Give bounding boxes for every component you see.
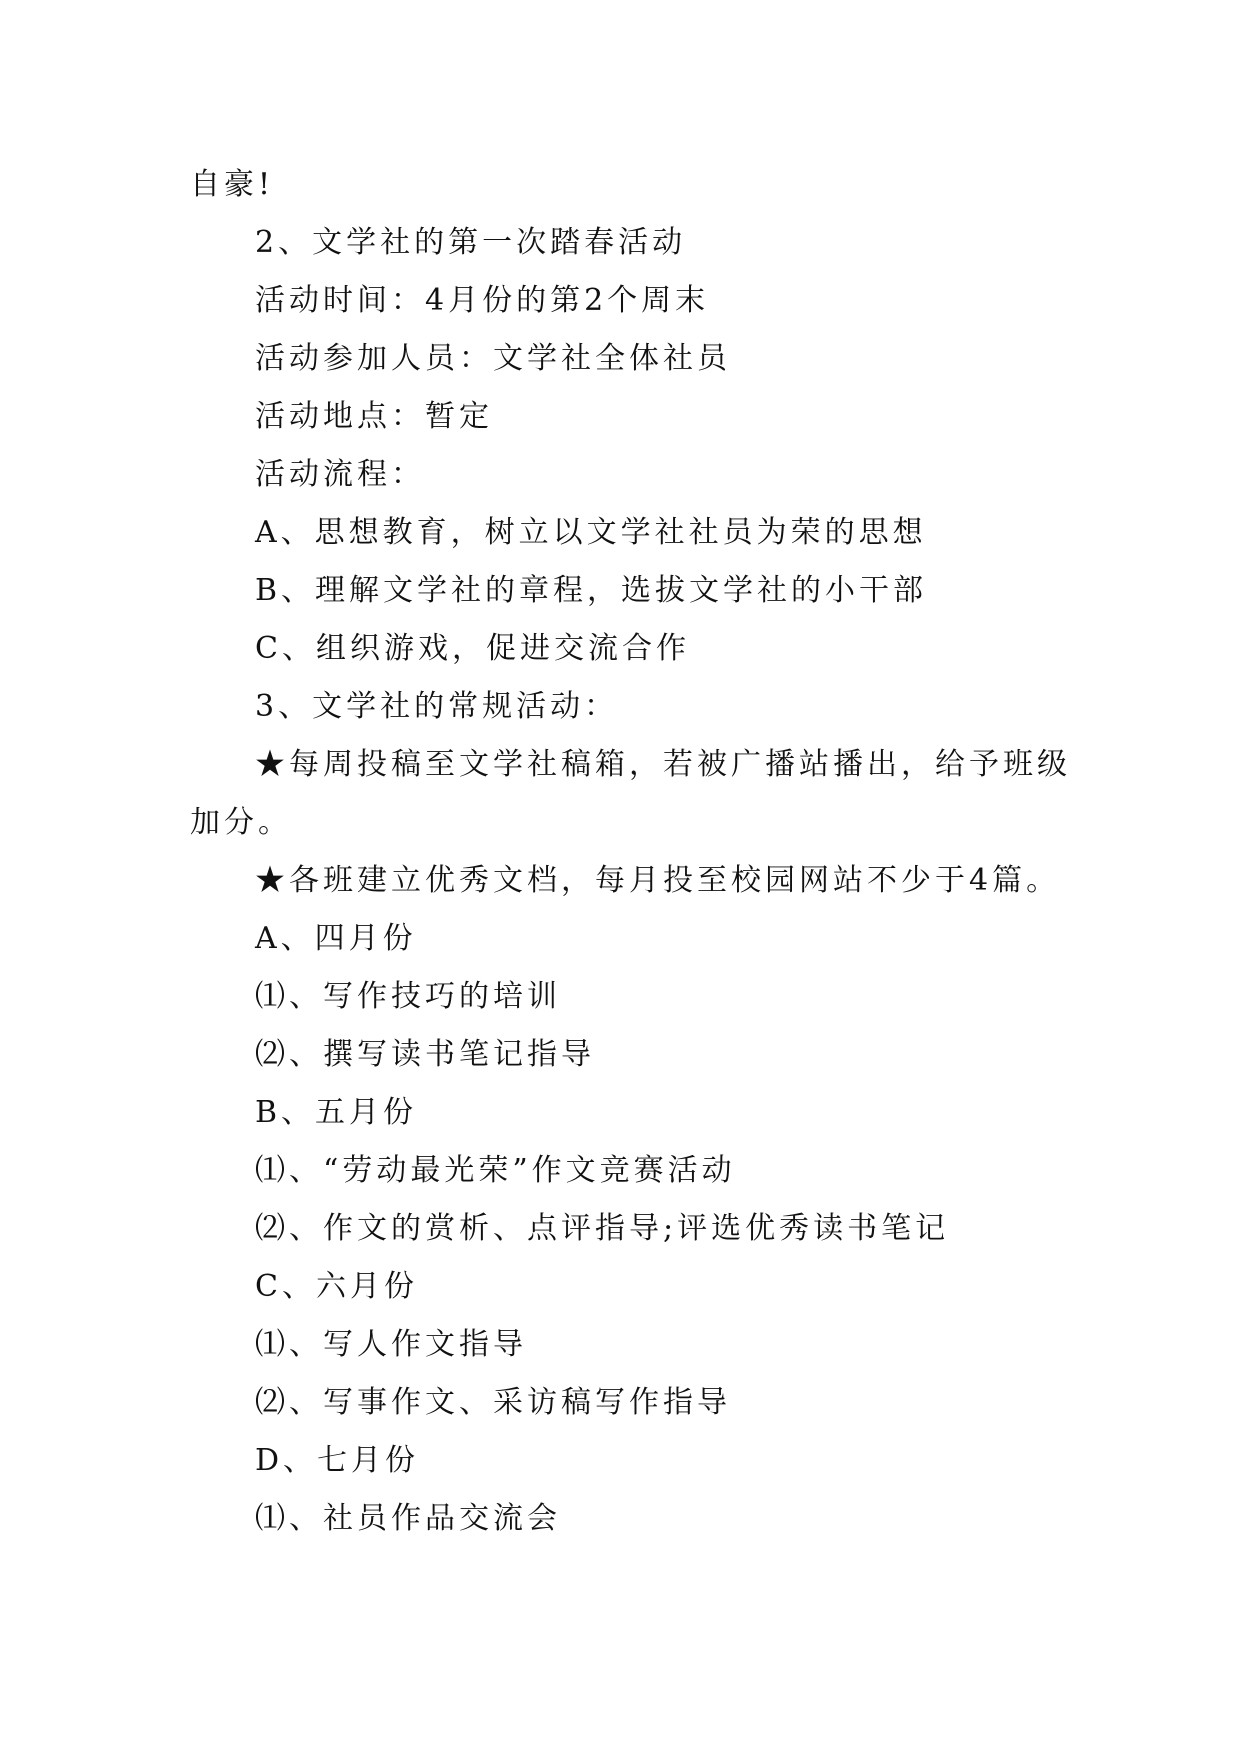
month-july: D、七月份: [255, 1443, 420, 1478]
june-item-1: ⑴、写人作文指导: [255, 1327, 527, 1362]
process-item-b: B、理解文学社的章程，选拔文学社的小干部: [255, 573, 928, 608]
activity-location: 活动地点：暂定: [255, 399, 493, 434]
bullet-item-2: ★各班建立优秀文档，每月投至校园网站不少于4篇。: [255, 863, 1061, 898]
text-line-1: 自豪!: [190, 167, 275, 202]
may-item-1: ⑴、“劳动最光荣”作文竞赛活动: [255, 1153, 736, 1188]
april-item-2: ⑵、撰写读书笔记指导: [255, 1037, 595, 1072]
july-item-1: ⑴、社员作品交流会: [255, 1501, 561, 1536]
april-item-1: ⑴、写作技巧的培训: [255, 979, 561, 1014]
activity-time: 活动时间：4月份的第2个周末: [255, 283, 710, 318]
section-heading-3: 3、文学社的常规活动：: [255, 689, 619, 724]
june-item-2: ⑵、写事作文、采访稿写作指导: [255, 1385, 731, 1420]
section-heading-2: 2、文学社的第一次踏春活动: [255, 225, 687, 260]
process-item-a: A、思想教育，树立以文学社社员为荣的思想: [255, 515, 927, 550]
month-june: C、六月份: [255, 1269, 418, 1304]
month-may: B、五月份: [255, 1095, 418, 1130]
may-item-2: ⑵、作文的赏析、点评指导;评选优秀读书笔记: [255, 1211, 950, 1246]
bullet-item-1: ★每周投稿至文学社稿箱，若被广播站播出，给予班级: [255, 747, 1071, 782]
month-april: A、四月份: [255, 921, 417, 956]
activity-participants: 活动参加人员：文学社全体社员: [255, 341, 731, 376]
process-item-c: C、组织游戏，促进交流合作: [255, 631, 690, 666]
bullet-item-1-continued: 加分。: [190, 805, 292, 840]
activity-process: 活动流程：: [255, 457, 425, 492]
